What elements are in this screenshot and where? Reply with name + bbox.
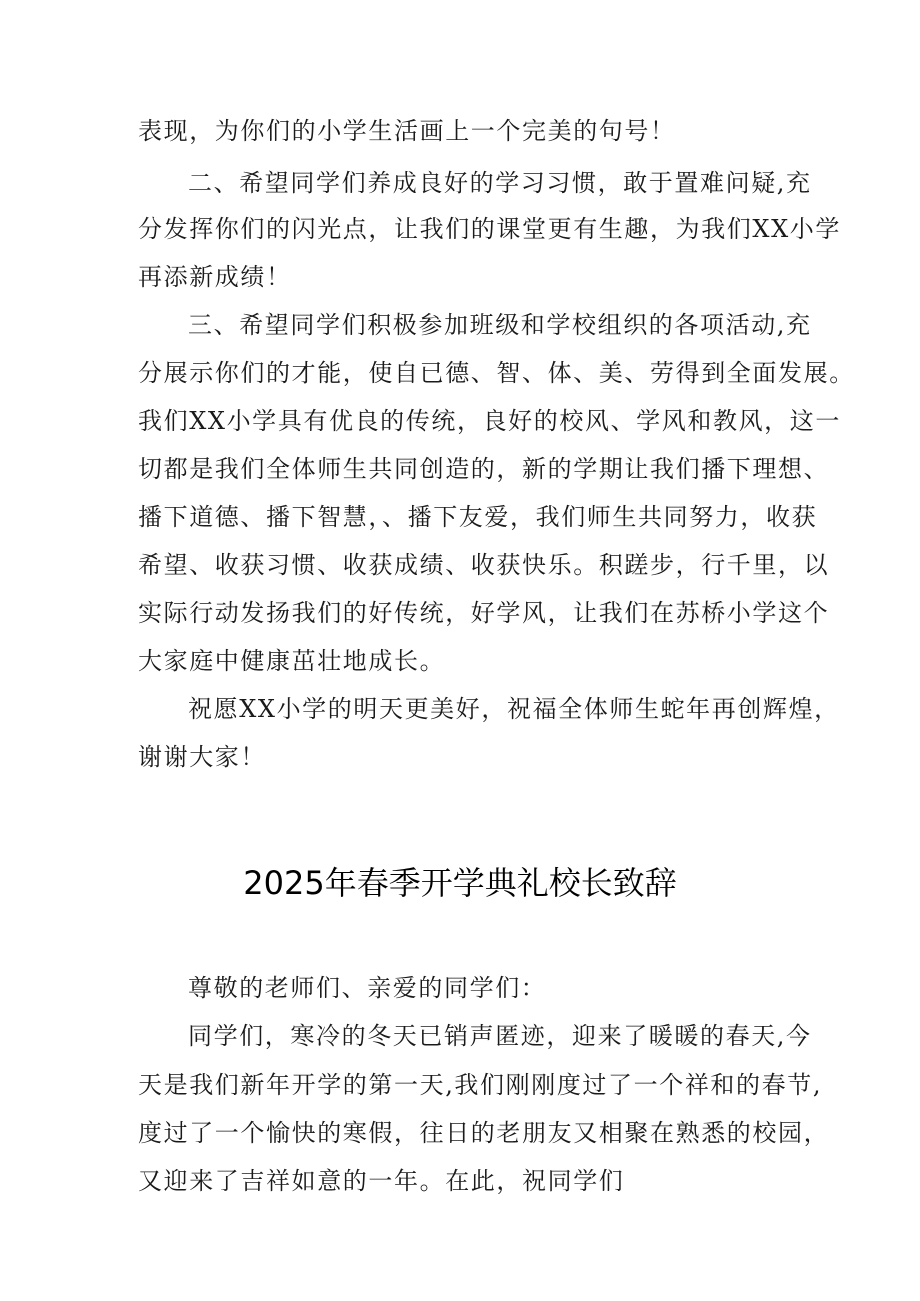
paragraph-line: 分展示你们的才能，使自已德、智、体、美、劳得到全面发展。: [138, 359, 855, 387]
paragraph-line: 三、希望同学们积极参加班级和学校组织的各项活动,充: [188, 311, 812, 339]
salutation-line: 尊敬的老师们、亲爱的同学们：: [188, 974, 547, 1002]
page-title: 2025年春季开学典礼校长致辞: [243, 864, 677, 902]
paragraph-line: 谢谢大家！: [138, 743, 266, 771]
paragraph-line: 同学们，寒冷的冬天已销声匿迹，迎来了暖暖的春天,今: [188, 1022, 812, 1050]
paragraph-line: 大家庭中健康茁壮地成长。: [138, 647, 446, 675]
paragraph-line: 表现，为你们的小学生活画上一个完美的句号！: [138, 117, 676, 145]
paragraph-line: 二、希望同学们养成良好的学习习惯，敢于置难问疑,充: [188, 169, 812, 197]
paragraph-line: 天是我们新年开学的第一天,我们刚刚度过了一个祥和的春节,: [138, 1071, 823, 1099]
paragraph-line: 祝愿XX小学的明天更美好，祝福全体师生蛇年再创辉煌，: [188, 695, 840, 723]
paragraph-line: 分发挥你们的闪光点，让我们的课堂更有生趣，为我们XX小学: [138, 215, 841, 243]
paragraph-line: 播下道德、播下智慧，、播下友爱，我们师生共同努力，收获: [138, 503, 818, 531]
paragraph-line: 又迎来了吉祥如意的一年。在此，祝同学们: [138, 1167, 625, 1195]
paragraph-line: 我们XX小学具有优良的传统，良好的校风、学风和教风，这一: [138, 407, 841, 435]
paragraph-line: 希望、收获习惯、收获成绩、收获快乐。积蹉步，行千里，以: [138, 551, 830, 579]
paragraph-line: 切都是我们全体师生共同创造的，新的学期让我们播下理想、: [138, 455, 830, 483]
paragraph-line: 实际行动发扬我们的好传统，好学风，让我们在苏桥小学这个: [138, 599, 830, 627]
paragraph-line: 度过了一个愉快的寒假，往日的老朋友又相聚在熟悉的校园，: [138, 1119, 830, 1147]
paragraph-line: 再添新成绩！: [138, 263, 292, 291]
